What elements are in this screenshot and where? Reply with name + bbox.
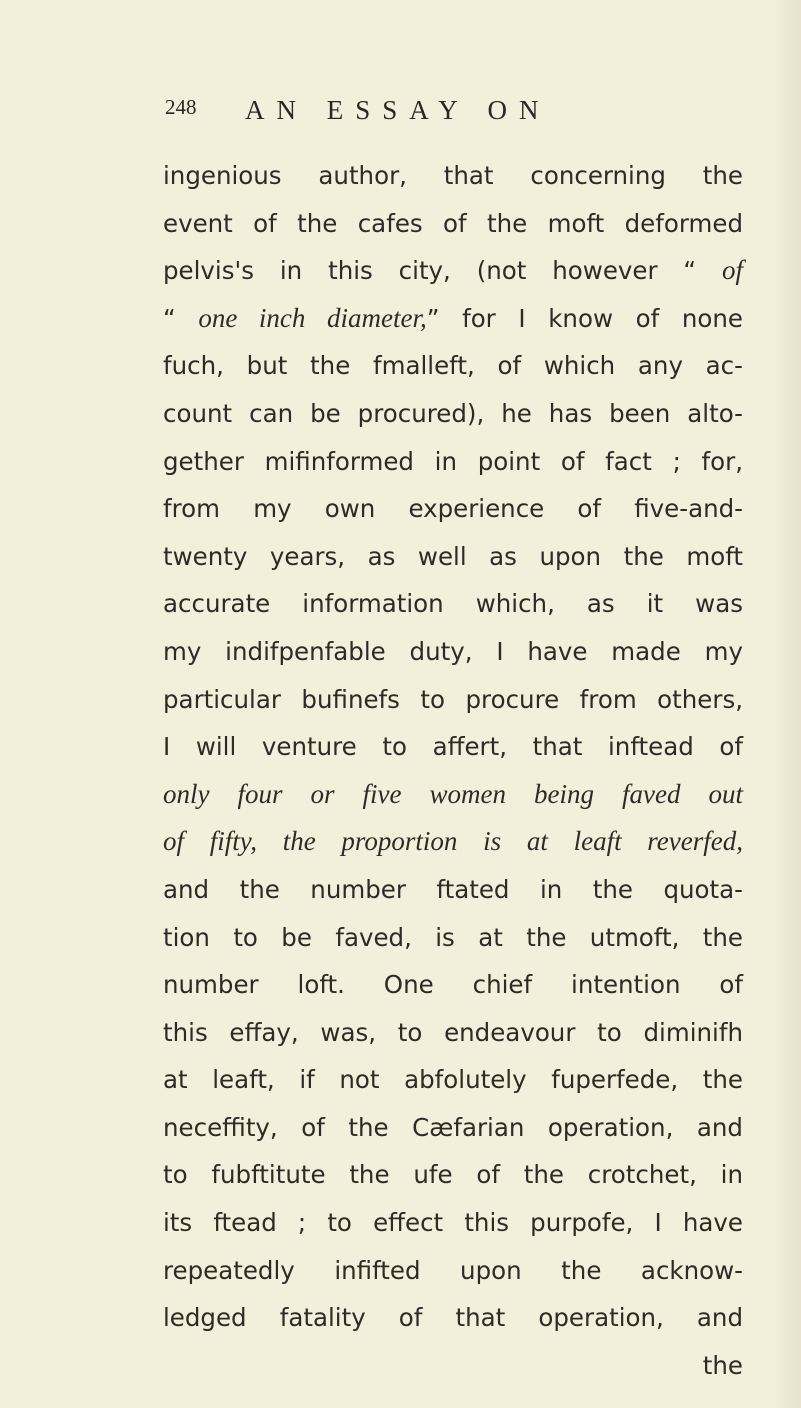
text-line: repeatedly infifted upon the acknow-: [163, 1255, 743, 1285]
text-line: and the number ftated in the quota-: [163, 874, 743, 904]
page-number: 248: [165, 95, 197, 119]
text-roman: pelvis's in this city, (not however “: [163, 256, 722, 286]
text-line: gether mifinformed in point of fact ; for,: [163, 446, 743, 476]
text-line: count can be procured), he has been alto-: [163, 398, 743, 428]
text-line-italic: only four or five women being faved out: [163, 778, 743, 809]
text-roman: ” for I know of none: [426, 303, 743, 333]
text-line: [163, 247, 743, 295]
text-line: ingenious author, that concerning the: [163, 161, 743, 190]
text-line: twenty years, as well as upon the moft: [163, 541, 743, 571]
text-line: event of the cafes of the moft deformed: [163, 208, 743, 238]
running-head: AN ESSAY ON: [245, 95, 551, 125]
body-text: [163, 152, 743, 1389]
text-line: neceffity, of the Cæfarian operation, and: [163, 1112, 743, 1142]
text-line: this effay, was, to endeavour to diminifh: [163, 1017, 743, 1047]
text-line: I will venture to affert, that inftead of: [163, 732, 743, 762]
catchword: the: [702, 1350, 743, 1380]
text-italic: one inch diameter,: [198, 302, 427, 333]
text-line: at leaft, if not abfolutely fuperfede, the: [163, 1065, 743, 1095]
text-line: tion to be faved, is at the utmoft, the: [163, 922, 743, 952]
text-line: particular bufinefs to procure from others,: [163, 684, 743, 714]
text-line: from my own experience of five-and-: [163, 494, 743, 524]
text-line: [163, 295, 743, 343]
text-line: ledged fatality of that operation, and: [163, 1303, 743, 1333]
text-line: to fubftitute the ufe of the crotchet, in: [163, 1160, 743, 1190]
text-line-italic: of fifty, the proportion is at leaft reverfed,: [163, 826, 743, 857]
text-line: accurate information which, as it was: [163, 589, 743, 619]
text-quote: “: [163, 303, 199, 333]
text-line: my indifpenfable duty, I have made my: [163, 636, 743, 666]
text-line: fuch, but the fmalleft, of which any ac-: [163, 351, 743, 381]
text-line: number loft. One chief intention of: [163, 970, 743, 1000]
text-line: its ftead ; to effect this purpofe, I have: [163, 1208, 743, 1238]
text-italic: of: [721, 255, 743, 286]
